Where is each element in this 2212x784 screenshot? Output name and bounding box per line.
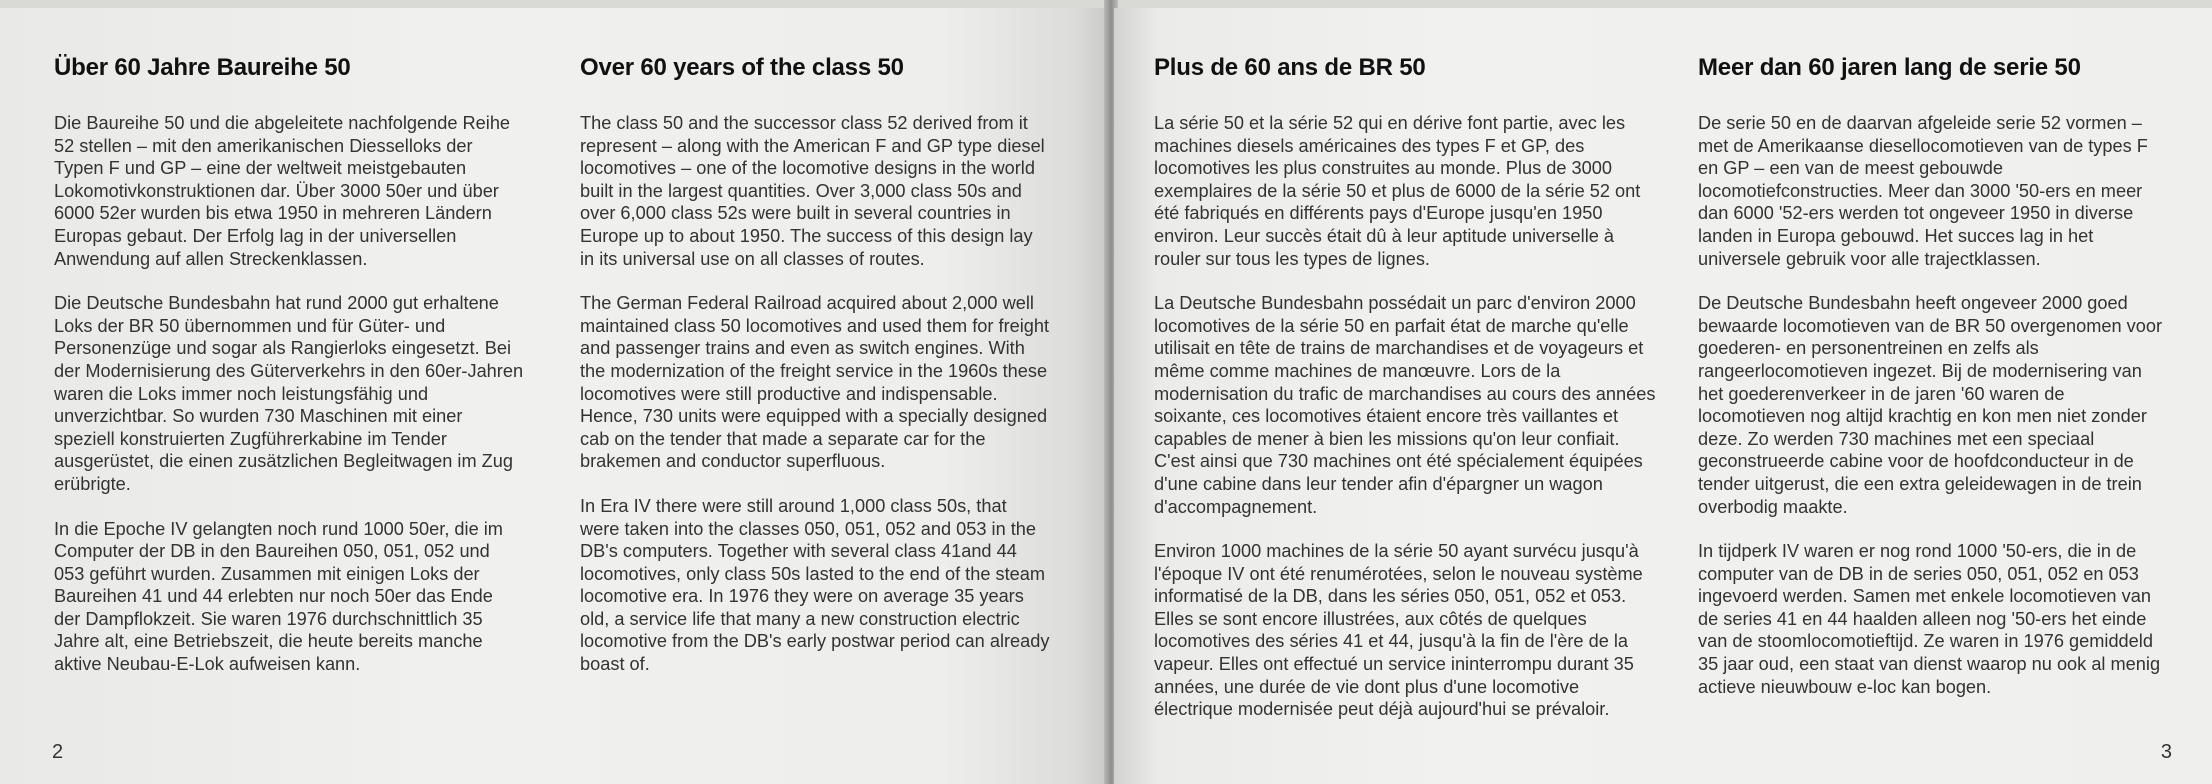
german-column bbox=[54, 54, 524, 698]
german-paragraph-3: In die Epoche IV gelangten noch rund 1000 50er, die im Computer der DB in den Baureihen 050, 051, 052 und 053 geführt wurden. Zusammen mit einigen Loks der Baureihen 41 und 44 erlebten nur noch 50er das Ende der Dampflokzeit. Sie waren 1976 durchschnittlich 35 Jahre alt, eine Betriebszeit, die heute bereits manche aktive Neubau-E-Lok aufweisen kann. bbox=[54, 518, 503, 675]
french-paragraph-3: Environ 1000 machines de la série 50 ayant survécu jusqu'à l'époque IV ont été renumérotées, selon le nouveau système informatisé de la DB, dans les séries 050, 051, 052 et 053. Elles se sont encore illustrées, aux côtés de quelques locomotives des séries 41 et 44, jusqu'à la fin de l'ère de la vapeur. Elles ont effectué un service ininterrompu durant 35 années, une durée de vie dont plus d'une locomotive électrique modernisée peut déjà aujourd'hui se prévaloir. bbox=[1154, 541, 1643, 720]
english-paragraph-3: In Era IV there were still around 1,000 class 50s, that were taken into the classes 050, 051, 052 and 053 in the DB's computers. Together with several class 41and 44 locomotives, only class 50s lasted to the end of the steam locomotive era. In 1976 they were on average 35 years old, a service life that many a new construction electric locomotive from the DB's early postwar period can already boast of. bbox=[580, 495, 1050, 675]
page-number-left: 2 bbox=[52, 741, 64, 763]
french-paragraph-2: La Deutsche Bundesbahn possédait un parc d'environ 2000 locomotives de la série 50 en parfait état de marche qu'elle utilisait en tête de trains de marchandises et de voyageurs et même comme machines de manœuvre. Lors de la modernisation du trafic de marchandises au cours des années soixante, ces locomotives étaient encore très vaillantes et capables de mener à bien les missions qu'on leur confiait. C'est ainsi que 730 machines ont été spécialement équipées d'une cabine dans leur tender afin d'épargner un wagon d'accompagnement. bbox=[1154, 293, 1656, 517]
french-heading: Plus de 60 ans de BR 50 bbox=[1154, 54, 1426, 81]
german-heading: Über 60 Jahre Baureihe 50 bbox=[54, 54, 351, 81]
english-heading: Over 60 years of the class 50 bbox=[580, 54, 904, 81]
dutch-paragraph-3: In tijdperk IV waren er nog rond 1000 '50-ers, die in de computer van de DB in de series 050, 051, 052 en 053 ingevoerd werden. Samen met enkele locomotieven van de series 41 en 44 haalden alleen nog '50-ers het einde van de stoomlocomotieftijd. Ze waren in 1976 gemiddeld 35 jaar oud, een staat van dienst waarop nu ook al menig actieve nieuwbouw e-loc kan bogen. bbox=[1698, 541, 2161, 697]
english-paragraph-2: The German Federal Railroad acquired about 2,000 well maintained class 50 locomotives and used them for freight and passenger trains and even as switch engines. With the modernization of the freight service in the 1960s these locomotives were still productive and indispensable. Hence, 730 units were equipped with a specially designed cab on the tender that made a separate car for the brakemen and conductor superfluous. bbox=[580, 293, 1050, 472]
left-page bbox=[0, 8, 1108, 784]
dutch-heading: Meer dan 60 jaren lang de serie 50 bbox=[1698, 54, 2081, 81]
english-paragraph-1: The class 50 and the successor class 52 derived from it represent – along with the American F and GP type diesel locomotives – one of the locomotive designs in the world built in the largest quantities. Over 3,000 class 50s and over 6,000 class 52s were built in several countries in Europe up to about 1950. The success of this design lay in its universal use on all classes of routes. bbox=[580, 113, 1045, 269]
right-page bbox=[1114, 8, 2212, 784]
page-number-right: 3 bbox=[2160, 741, 2172, 763]
german-paragraph-1: Die Baureihe 50 und die abgeleitete nachfolgende Reihe 52 stellen – mit den amerikanischen Diesselloks der Typen F und GP – eine der weltweit meistgebauten Lokomotivkonstruktionen dar. Über 3000 50er und über 6000 52er wurden bis etwa 1950 in mehreren Ländern Europas gebaut. Der Erfolg lag in der universellen Anwendung auf allen Streckenklassen. bbox=[54, 113, 511, 269]
english-column bbox=[580, 54, 1050, 698]
german-paragraph-2: Die Deutsche Bundesbahn hat rund 2000 gut erhaltene Loks der BR 50 übernommen und für Güter- und Personenzüge und sogar als Rangierloks eingesetzt. Bei der Modernisierung des Güterverkehrs in den 60er-Jahren waren die Loks immer noch leistungsfähig und unverzichtbar. So wurden 730 Maschinen mit einer speziell konstruierten Zugführerkabine im Tender ausgerüstet, die einen zusätzlichen Begleitwagen im Zug erübrigte. bbox=[54, 293, 524, 494]
dutch-paragraph-2: De Deutsche Bundesbahn heeft ongeveer 2000 goed bewaarde locomotieven van de BR 50 overgenomen voor goederen- en personentreinen en zelfs als rangeerlocomotieven ingezet. Bij de modernisering van het goederenverkeer in de jaren '60 waren de locomotieven nog altijd krachtig en kon men niet zonder deze. Zo werden 730 machines met een speciaal geconstrueerde cabine voor de hoofdconducteur in de tender uitgerust, die een extra geleidewagen in de trein overbodig maakte. bbox=[1698, 293, 2163, 517]
french-column bbox=[1154, 54, 1659, 743]
dutch-paragraph-1: De serie 50 en de daarvan afgeleide serie 52 vormen – met de Amerikaanse diesellocomotieven van de types F en GP – een van de meest gebouwde locomotiefconstructies. Meer dan 3000 '50-ers en meer dan 6000 '52-ers werden tot ongeveer 1950 in diverse landen in Europa gebouwd. Het succes lag in het universele gebruik voor alle trajectklassen. bbox=[1698, 113, 2148, 269]
dutch-column bbox=[1698, 54, 2170, 720]
french-paragraph-1: La série 50 et la série 52 qui en dérive font partie, avec les machines diesels américaines des types F et GP, des locomotives les plus construites au monde. Plus de 3000 exemplaires de la série 50 et plus de 6000 de la série 52 ont été fabriqués en différents pays d'Europe jusqu'en 1950 environ. Leur succès était dû à leur aptitude universelle à rouler sur tous les types de lignes. bbox=[1154, 113, 1641, 269]
